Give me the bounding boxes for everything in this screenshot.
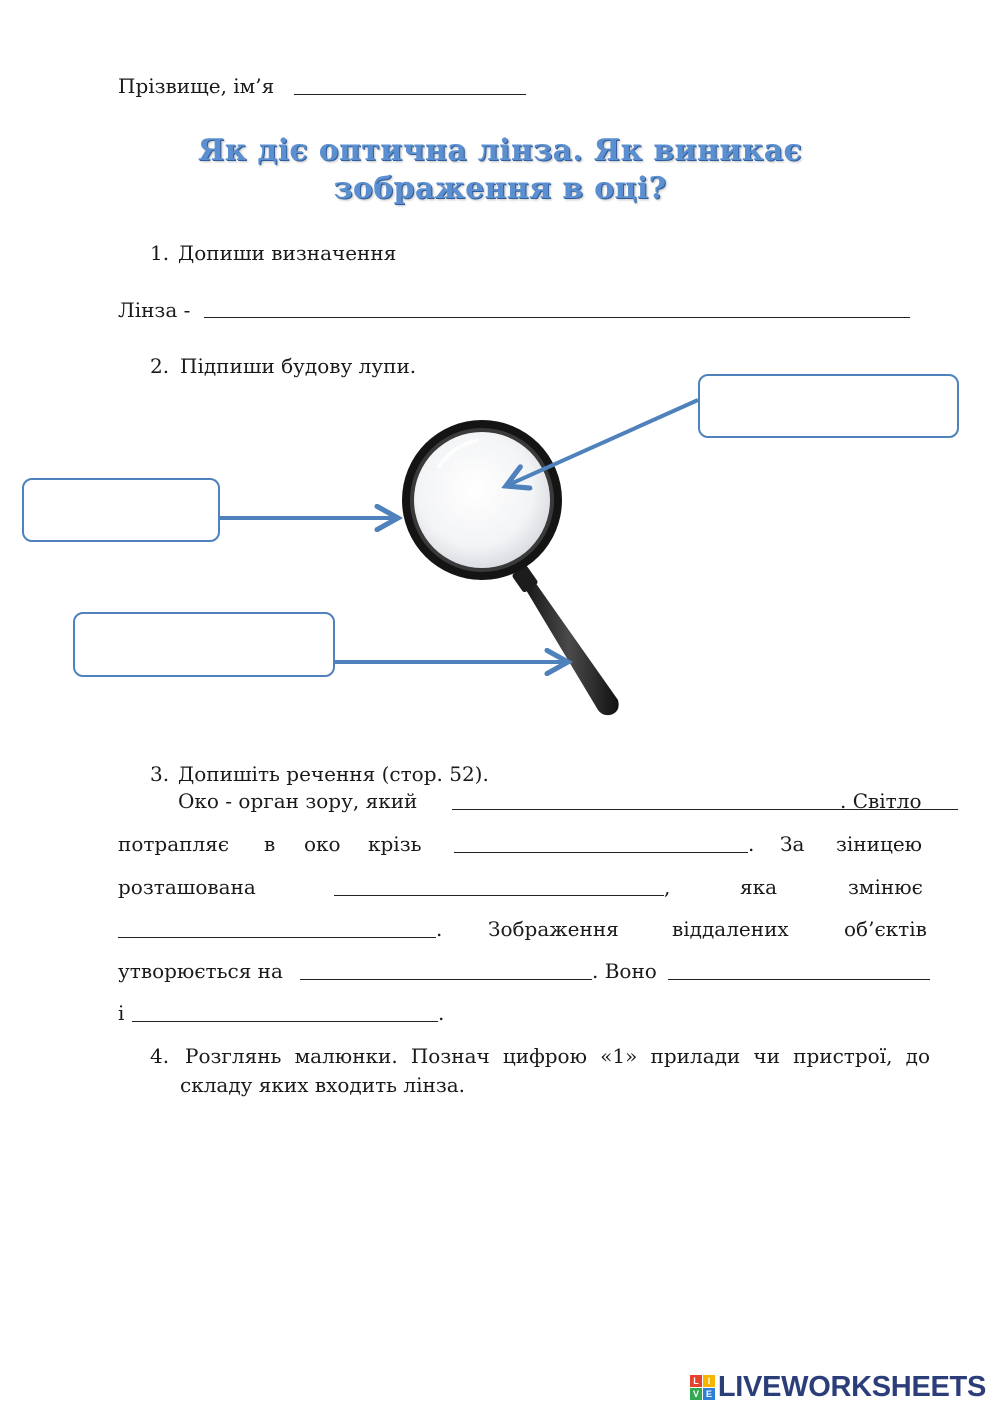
logo-text: LIVEWORKSHEETS (717, 1370, 986, 1403)
blank-light-entry[interactable] (454, 852, 748, 853)
task3-line-3 (118, 874, 930, 900)
name-label: Прізвище, ім’я (118, 74, 275, 98)
task4-text-line-2: складу яких входить лінза. (180, 1073, 466, 1097)
word: об’єктів (844, 917, 927, 941)
word: і (118, 1001, 125, 1025)
blank-behind-pupil[interactable] (334, 895, 664, 896)
word: віддалених (672, 917, 789, 941)
word: Зображення (488, 917, 619, 941)
task3-line-5 (118, 958, 930, 984)
sentence-1-start: Око - орган зору, який (178, 789, 418, 813)
task2-text: Підпиши будову лупи. (180, 354, 417, 378)
label-box-handle[interactable] (73, 612, 335, 677)
blank-image-formed-on[interactable] (300, 979, 592, 980)
magnifier-lens (414, 432, 550, 568)
punct: , (664, 875, 671, 899)
page-title-line-1: Як діє оптична лінза. Як виникає (197, 133, 803, 168)
task2-number: 2. (150, 354, 170, 378)
blank-changes[interactable] (118, 937, 436, 938)
task1-text: Допиши визначення (178, 241, 397, 265)
word: потрапляє (118, 832, 230, 856)
page-title-line-2: зображення в оці? (333, 171, 667, 206)
word: утворюється на (118, 959, 283, 983)
word: розташована (118, 875, 256, 899)
sentence-1-end: . Світло (840, 789, 922, 813)
magnifier-handle (511, 565, 618, 715)
punct: . (436, 917, 443, 941)
task4-text-line-1: Розглянь малюнки. Познач цифрою «1» прилади чи пристрої, до (185, 1044, 930, 1068)
logo-mark-icon: L I V E (690, 1375, 715, 1400)
task3-line-1 (118, 788, 930, 814)
punct: . (748, 832, 755, 856)
word: крізь (368, 832, 422, 856)
label-box-lens[interactable] (698, 374, 959, 438)
liveworksheets-logo (690, 1370, 986, 1404)
task3-line-2 (118, 831, 930, 857)
word: зіницею (836, 832, 923, 856)
lens-definition-field[interactable] (204, 317, 910, 318)
task3-line-4 (118, 916, 930, 942)
word: в (264, 832, 276, 856)
task1-number: 1. (150, 241, 170, 265)
name-field[interactable] (294, 94, 526, 95)
task3-line-6 (118, 1000, 930, 1026)
label-box-frame[interactable] (22, 478, 220, 542)
blank-image-property-2[interactable] (132, 1021, 438, 1022)
task3-text: Допишіть речення (стор. 52). (178, 762, 489, 786)
blank-image-property-1[interactable] (668, 979, 930, 980)
word: око (304, 832, 341, 856)
word: змінює (848, 875, 923, 899)
word: яка (740, 875, 778, 899)
lens-term-label: Лінза - (118, 298, 191, 322)
punct: . (438, 1001, 445, 1025)
task4-number: 4. (150, 1044, 170, 1068)
task3-number: 3. (150, 762, 170, 786)
word: За (780, 832, 805, 856)
word: . Воно (592, 959, 657, 983)
